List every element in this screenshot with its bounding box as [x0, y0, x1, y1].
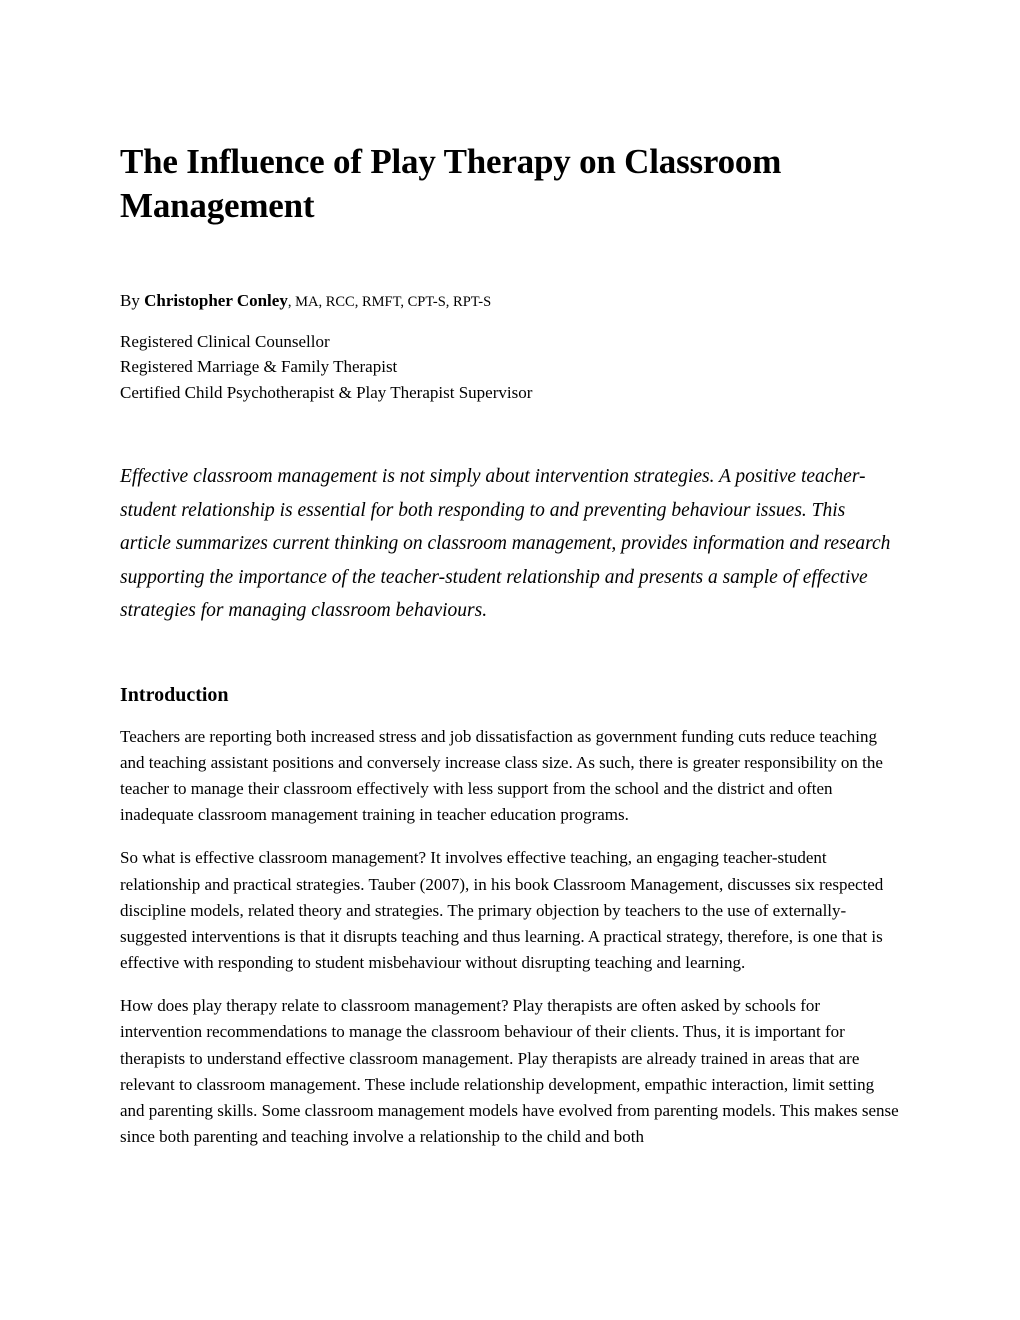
body-paragraph: So what is effective classroom management? It involves effective teaching, an engaging teacher-student relationship and practical strategies. Tauber (2007), in his book Classroom Management, discusses six respected discipline models, related theory and strategies. The primary objection by teachers to the use of externally-suggested interventions is that it disrupts teaching and thus learning. A practical strategy, therefore, is one that is effective with responding to student misbehaviour without disrupting teaching and learning.: [120, 848, 884, 973]
abstract: Effective classroom management is not simply about intervention strategies. A positive teacher-student relationship is essential for both responding to and preventing behaviour issues. This article summarizes current thinking on classroom management, provides information and research supporting the importance of the teacher-student relationship and presents a sample of effective strategies for managing classroom behaviours.: [120, 466, 891, 622]
body-paragraph: Teachers are reporting both increased stress and job dissatisfaction as government funding cuts reduce teaching and teaching assistant positions and conversely increase class size. As such, there is greater responsibility on the teacher to manage their classroom effectively with less support from the school and the district and often inadequate classroom management training in teacher education programs.: [120, 726, 883, 825]
page-title: The Influence of Play Therapy on Classroom Management: [120, 142, 782, 225]
credential-line: Certified Child Psychotherapist & Play Therapist Supervisor: [120, 383, 533, 403]
credential-line: Registered Marriage & Family Therapist: [120, 357, 398, 377]
byline: [120, 290, 900, 312]
body-paragraph: How does play therapy relate to classroom management? Play therapists are often asked by schools for intervention recommendations to manage the classroom behaviour of their clients. Thus, it is important for therapists to understand effective classroom management. Play therapists are already trained in areas that are relevant to classroom management. These include relationship development, empathic interaction, limit setting and parenting skills. Some classroom management models have evolved from parenting models. This makes sense since both parenting and teaching involve a relationship to the child and both: [120, 996, 899, 1147]
byline-prefix: By: [120, 290, 145, 310]
section-heading-introduction: Introduction: [120, 683, 229, 706]
credential-line: Registered Clinical Counsellor: [120, 331, 330, 351]
author-credentials: , MA, RCC, RMFT, CPT-S, RPT-S: [287, 293, 492, 310]
author-name: Christopher Conley: [144, 290, 288, 310]
credential-list: [120, 329, 900, 406]
